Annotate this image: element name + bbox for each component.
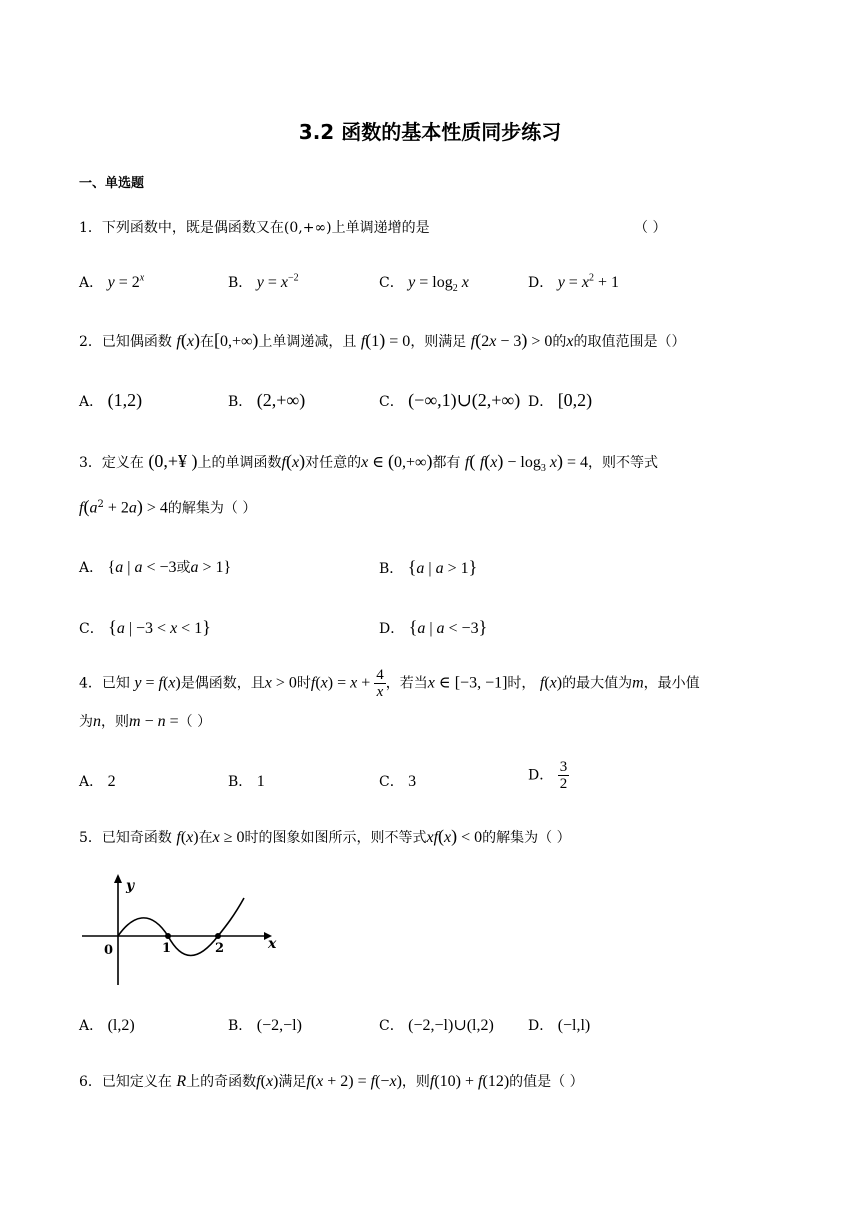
fraction-3-over-2: $\frac{3}{2}$: [559, 759, 568, 792]
page-title: 3.2 函数的基本性质同步练习: [298, 120, 562, 144]
question-3-stem-line2: $f(a^2 + 2a) > 4$的解集为（ ）: [79, 496, 257, 517]
tick-label-2: 2: [215, 941, 225, 956]
option-letter: A．: [79, 774, 104, 790]
q4-option-a: [79, 771, 116, 791]
option-letter: C．: [379, 774, 404, 790]
option-letter: C．: [379, 394, 404, 410]
q5-text: 在: [198, 830, 213, 846]
q1-answer-bracket: （ ）: [634, 220, 667, 236]
curve: [118, 898, 244, 956]
q5-option-b: B． (−2,−l): [228, 1017, 302, 1034]
q1-text: 1．下列函数中，既是偶函数又在(0,+∞)上单调递增的是: [79, 220, 430, 236]
q4-text: 为: [79, 714, 93, 730]
q4-option-c: [379, 771, 416, 791]
option-letter: D．: [528, 1018, 554, 1034]
q2-text: ，则满足: [410, 334, 467, 350]
q4-option-d: [528, 759, 569, 792]
section-heading: 一、单选题: [79, 176, 145, 191]
q4-text: 时，: [507, 675, 536, 692]
fraction-4-over-x: $\frac{4}{x}$: [376, 667, 384, 700]
option-letter: A．: [79, 1018, 104, 1034]
option-letter: D．: [528, 394, 554, 410]
q4-text: 的最大值为: [562, 675, 633, 692]
option-letter: B．: [228, 275, 253, 291]
option-value: 2: [107, 773, 116, 790]
q6-text: 满足: [278, 1074, 307, 1090]
x-label: x: [268, 936, 277, 952]
q5-text: 时的图象如图所示，则不等式: [244, 830, 427, 846]
option-letter: C．: [379, 275, 404, 291]
q2-option-d: D． [0,2): [528, 390, 593, 410]
root-point-2: [215, 933, 221, 939]
q4-text: 是偶函数，且: [180, 675, 265, 692]
option-letter: D．: [528, 767, 554, 784]
q2-option-c: C． (−∞,1)∪(2,+∞): [379, 390, 521, 410]
origin-label: 0: [104, 943, 114, 958]
question-5-stem: 5．已知奇函数 f(x)在x ≥ 0时的图象如图所示，则不等式xf(x) < 0的解集为（ ）: [79, 826, 571, 846]
q2-text: 上单调递减，且: [258, 334, 357, 350]
q5-text: 的解集为（ ）: [482, 830, 571, 846]
q3-text: 3．定义在: [79, 455, 144, 471]
q3-option-d: D． {a | a < −3}: [379, 617, 488, 637]
q4-text: ，若当: [385, 675, 428, 692]
q2-text: 在: [199, 334, 214, 350]
q2-text: 的取值范围是（）: [573, 334, 686, 350]
q3-option-a: A． {a | a < −3或a > 1}: [79, 559, 232, 576]
q3-option-b: B． {a | a > 1}: [379, 557, 478, 577]
option-letter: D．: [528, 275, 554, 291]
option-value: 1: [256, 773, 265, 790]
option-letter: C．: [379, 1018, 404, 1034]
option-letter: A．: [79, 275, 104, 291]
q3-text: 的解集为（ ）: [167, 500, 257, 517]
y-axis-arrow-icon: [114, 874, 122, 883]
q4-text: （ ）: [178, 714, 212, 730]
option-letter: C．: [79, 621, 104, 637]
question-1-stem: [79, 218, 430, 238]
q5-option-a: A． (l,2): [79, 1017, 135, 1034]
q1-option-c: C． $y = \log_2 x$: [379, 274, 469, 295]
option-letter: B．: [228, 394, 253, 410]
question-3-stem: 3．定义在 (0,+¥ )上的单调函数f(x)对任意的x ∈ (0,+∞)都有 f( $f(x) - \log_3 x) = 4$，则不等式: [79, 451, 658, 475]
root-point-1: [165, 933, 171, 939]
q4-text: ，则: [101, 714, 129, 730]
q5-option-d: D． (−l,l): [528, 1017, 591, 1034]
q6-text: 的值是（ ）: [509, 1074, 584, 1090]
option-letter: B．: [228, 774, 253, 790]
question-4-stem: 4．已知 y = f(x)是偶函数，且x > 0时f(x) = x + $\frac{4}{x}$ ，若当x ∈ [−3, −1]时， f(x)的最大值为m，最小值: [79, 667, 700, 700]
option-letter: A．: [79, 560, 104, 576]
q1-option-b: B． $y = x^{-2}$: [228, 272, 299, 291]
q3-text: ，则不等式: [588, 455, 658, 471]
q4-option-b: [228, 771, 265, 791]
q6-text: 上的奇函数: [186, 1074, 257, 1090]
q3-text: 都有: [432, 455, 461, 471]
q5-text: 5．已知奇函数: [79, 830, 172, 846]
option-letter: A．: [79, 394, 104, 410]
q6-text: ，则: [401, 1074, 430, 1090]
q6-text: 6．已知定义在: [79, 1074, 172, 1090]
q2-option-b: B． (2,+∞): [228, 390, 306, 410]
q1-option-d: D． $y = x^2 + 1$: [528, 272, 619, 291]
q3-text: 对任意的: [305, 455, 362, 471]
y-label: y: [126, 878, 135, 894]
q3-text: 上的单调函数: [197, 455, 282, 471]
q2-text: 2．已知偶函数: [79, 334, 172, 350]
tick-label-1: 1: [162, 941, 172, 956]
question-2-stem: 2．已知偶函数 f(x)在[0,+∞)上单调递减，且 f(1) = 0，则满足 f(2x − 3) > 0的x的取值范围是（）: [79, 330, 686, 350]
option-letter: B．: [379, 561, 404, 577]
q3-option-c: C． {a | −3 < x < 1}: [79, 617, 211, 637]
or-text: 或: [176, 560, 191, 576]
q4-text: 4．已知: [79, 675, 130, 692]
q2-option-a: A． (1,2): [79, 390, 143, 410]
option-value: 3: [408, 773, 417, 790]
function-graph: [80, 870, 280, 990]
question-6-stem: 6．已知定义在 R上的奇函数f(x)满足f(x + 2) = f(−x)，则f(10) + f(12)的值是（ ）: [79, 1073, 584, 1090]
question-4-stem-line2: 为n，则m − n =（ ）: [79, 713, 212, 730]
q2-text: 的: [552, 334, 567, 350]
q5-option-c: C． (−2,−l)∪(l,2): [379, 1017, 494, 1034]
q4-text: 时: [296, 675, 311, 692]
option-letter: B．: [228, 1018, 253, 1034]
option-letter: D．: [379, 621, 405, 637]
q1-option-a: A． $y = 2^x$: [79, 272, 145, 291]
q4-text: ，最小值: [643, 675, 700, 692]
